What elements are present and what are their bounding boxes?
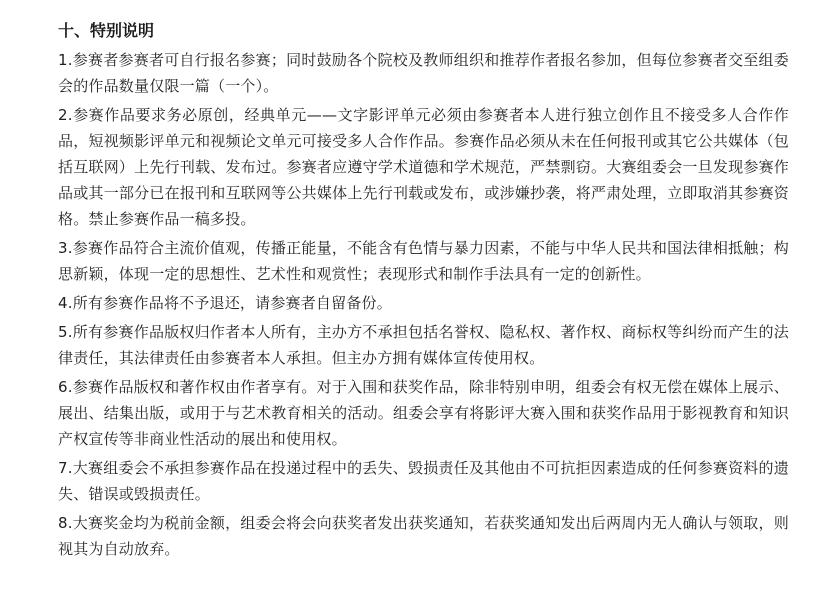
rule-paragraph-6: 6.参赛作品版权和著作权由作者享有。对于入围和获奖作品，除非特别申明，组委会有权无偿在媒体上展示、展出、结集出版，或用于与艺术教育相关的活动。组委会享有将影评大赛入围和获奖作品用于影视教育和知识产权宣传等非商业性活动的展出和使用权。 — [58, 378, 789, 448]
rule-paragraph-7: 7.大赛组委会不承担参赛作品在投递过程中的丢失、毁损责任及其他由不可抗拒因素造成的任何参赛资料的遗失、错误或毁损责任。 — [58, 459, 789, 503]
rule-paragraph-5: 5.所有参赛作品版权归作者本人所有，主办方不承担包括名誉权、隐私权、著作权、商标权等纠纷而产生的法律责任，其法律责任由参赛者本人承担。但主办方拥有媒体宣传使用权。 — [58, 323, 789, 367]
rule-paragraph-4: 4.所有参赛作品将不予退还，请参赛者自留备份。 — [58, 294, 392, 312]
rule-paragraph-1: 1.参赛者参赛者可自行报名参赛；同时鼓励各个院校及教师组织和推荐作者报名参加，但每位参赛者交至组委会的作品数量仅限一篇（一个）。 — [58, 51, 789, 95]
rule-paragraph-8: 8.大赛奖金均为税前金额，组委会将会向获奖者发出获奖通知，若获奖通知发出后两周内无人确认与领取，则视其为自动放弃。 — [58, 514, 789, 558]
section-heading: 十、特别说明 — [58, 21, 155, 40]
rule-paragraph-3: 3.参赛作品符合主流价值观，传播正能量，不能含有色情与暴力因素，不能与中华人民共和国法律相抵触；构思新颖，体现一定的思想性、艺术性和观赏性；表现形式和制作手法具有一定的创新性。 — [58, 239, 789, 283]
rule-paragraph-2: 2.参赛作品要求务必原创，经典单元——文字影评单元必须由参赛者本人进行独立创作且不接受多人合作作品，短视频影评单元和视频论文单元可接受多人合作作品。参赛作品必须从未在任何报刊或其它公共媒体（包括互联网）上先行刊载、发布过。参赛者应遵守学术道德和学术规范，严禁剽窃。大赛组委会一旦发现参赛作品或其一部分已在报刊和互联网等公共媒体上先行刊载或发布，或涉嫌抄袭，将严肃处理，立即取消其参赛资格。禁止参赛作品一稿多投。 — [58, 106, 789, 228]
